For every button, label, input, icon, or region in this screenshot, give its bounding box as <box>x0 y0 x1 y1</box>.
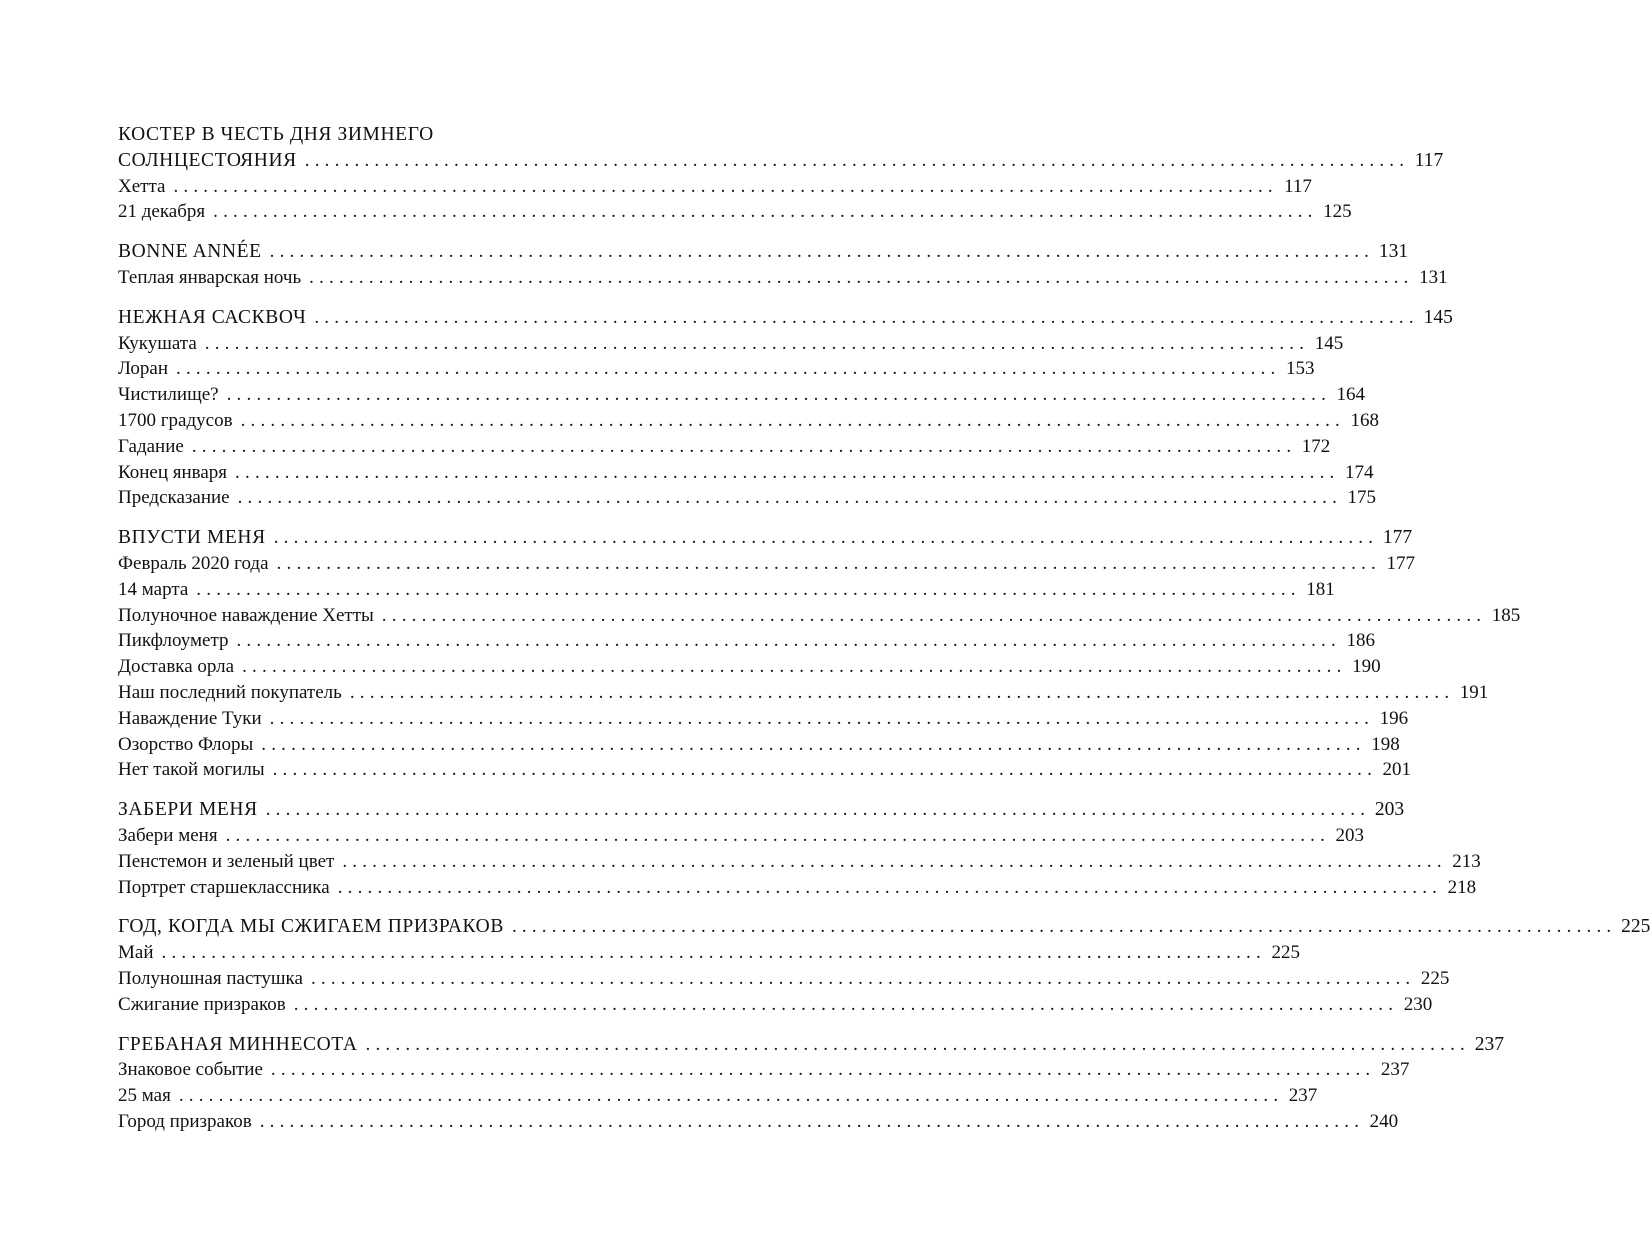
page-number: 186 <box>1346 630 1375 652</box>
page-number: 164 <box>1336 384 1366 406</box>
dot-leader: ............................................................................................................... <box>226 384 1332 406</box>
entry-title: Лоран <box>118 358 169 380</box>
section-heading[interactable] <box>118 305 1453 331</box>
page-number: 237 <box>1380 1059 1410 1081</box>
page-number: 177 <box>1386 552 1415 574</box>
entry-title: Предсказание <box>118 487 230 509</box>
entry-title: Озорство Флоры <box>118 733 254 755</box>
dot-leader: ............................................................................................................... <box>337 876 1443 898</box>
toc-entry[interactable] <box>118 823 1365 849</box>
section-heading[interactable] <box>118 148 1444 174</box>
entry-title: Наваждение Туки <box>118 707 262 729</box>
dot-leader: ............................................................................................................... <box>225 824 1331 846</box>
toc-entry[interactable] <box>118 577 1335 603</box>
toc-entry[interactable] <box>118 265 1448 291</box>
entry-title: Город призраков <box>118 1110 252 1132</box>
section-heading[interactable] <box>118 914 1650 940</box>
dot-leader: ............................................................................................................... <box>237 487 1343 509</box>
entry-title: Февраль 2020 года <box>118 552 269 574</box>
toc-section <box>118 239 1448 291</box>
dot-leader: ............................................................................................................... <box>161 942 1266 964</box>
page-number: 198 <box>1371 733 1400 755</box>
section-heading-title: НЕЖНАЯ САСКВОЧ <box>118 306 307 328</box>
section-heading-title: ЗАБЕРИ МЕНЯ <box>118 799 258 821</box>
toc-entry[interactable] <box>118 706 1409 732</box>
toc-section <box>118 305 1453 511</box>
page-number: 117 <box>1414 149 1444 171</box>
page-number: 117 <box>1284 175 1312 197</box>
dot-leader: ............................................................................................................... <box>269 241 1375 263</box>
page-number: 218 <box>1447 876 1477 898</box>
section-heading-title: СОЛНЦЕСТОЯНИЯ <box>118 149 297 171</box>
toc-entry[interactable] <box>118 757 1412 783</box>
entry-title: Гадание <box>118 435 184 457</box>
entry-title: Кукушата <box>118 332 197 354</box>
page-number: 145 <box>1423 306 1453 328</box>
page-number: 191 <box>1459 681 1489 703</box>
dot-leader: ............................................................................................................... <box>196 578 1301 600</box>
table-of-contents <box>118 122 1650 1149</box>
toc-entry[interactable] <box>118 654 1381 680</box>
section-heading[interactable] <box>118 525 1413 551</box>
page-number: 181 <box>1306 578 1335 600</box>
section-heading-title: ГРЕБАНАЯ МИННЕСОТА <box>118 1033 358 1055</box>
entry-title: Наш последний покупатель <box>118 681 342 703</box>
section-heading-title: BONNE ANNÉE <box>118 241 262 263</box>
page-number: 168 <box>1350 409 1380 431</box>
toc-entry[interactable] <box>118 408 1380 434</box>
dot-leader: ............................................................................................................... <box>213 201 1318 223</box>
toc-entry[interactable] <box>118 460 1374 486</box>
dot-leader: ............................................................................................................... <box>176 358 1281 380</box>
entry-title: Полуношная пастушка <box>118 967 303 989</box>
dot-leader: ............................................................................................................... <box>191 435 1297 457</box>
section-heading[interactable] <box>118 1032 1504 1058</box>
page-number: 125 <box>1323 201 1352 223</box>
section-heading[interactable] <box>118 239 1409 265</box>
dot-leader: ............................................................................................................... <box>342 850 1447 872</box>
dot-leader: ............................................................................................................... <box>276 552 1381 574</box>
entry-title: Май <box>118 942 154 964</box>
page-number: 230 <box>1403 993 1433 1015</box>
section-heading-title: ВПУСТИ МЕНЯ <box>118 527 266 549</box>
dot-leader: ............................................................................................................... <box>269 707 1375 729</box>
toc-entry[interactable] <box>118 382 1366 408</box>
page-number: 225 <box>1271 942 1300 964</box>
entry-title: Хетта <box>118 175 166 197</box>
toc-section <box>118 122 1444 225</box>
toc-entry[interactable] <box>118 1057 1410 1083</box>
dot-leader: ............................................................................................................... <box>173 175 1278 197</box>
page-number: 201 <box>1382 759 1412 781</box>
page-number: 131 <box>1419 266 1448 288</box>
toc-entry[interactable] <box>118 174 1312 200</box>
page-number: 225 <box>1420 967 1450 989</box>
page-number: 175 <box>1347 487 1377 509</box>
dot-leader: ............................................................................................................... <box>381 604 1487 626</box>
page-number: 237 <box>1474 1033 1504 1055</box>
dot-leader: ............................................................................................................... <box>270 1059 1376 1081</box>
toc-entry[interactable] <box>118 485 1377 511</box>
page-number: 190 <box>1352 656 1381 678</box>
toc-entry[interactable] <box>118 199 1352 225</box>
dot-leader: ............................................................................................................... <box>273 527 1379 549</box>
page-number: 225 <box>1621 916 1650 938</box>
toc-entry[interactable] <box>118 732 1400 758</box>
dot-leader: ............................................................................................................... <box>261 733 1366 755</box>
page-number: 131 <box>1378 241 1409 263</box>
page-number: 185 <box>1491 604 1521 626</box>
section-heading-title: ГОД, КОГДА МЫ СЖИГАЕМ ПРИЗРАКОВ <box>118 916 504 938</box>
toc-section <box>118 914 1650 1017</box>
entry-title: Чистилище? <box>118 384 219 406</box>
page-number: 174 <box>1345 461 1374 483</box>
entry-title: Сжигание призраков <box>118 993 286 1015</box>
entry-title: Знаковое событие <box>118 1059 263 1081</box>
toc-entry[interactable] <box>118 551 1415 577</box>
entry-title: Забери меня <box>118 824 218 846</box>
dot-leader: ............................................................................................................... <box>240 409 1346 431</box>
dot-leader: ............................................................................................................... <box>259 1110 1365 1132</box>
dot-leader: ............................................................................................................... <box>304 149 1410 171</box>
dot-leader: ............................................................................................................... <box>349 681 1455 703</box>
dot-leader: ............................................................................................................... <box>293 993 1399 1015</box>
dot-leader: ............................................................................................................... <box>310 967 1416 989</box>
entry-title: Конец января <box>118 461 228 483</box>
entry-title: Пенстемон и зеленый цвет <box>118 850 335 872</box>
dot-leader: ............................................................................................................... <box>242 656 1347 678</box>
dot-leader: ............................................................................................................... <box>272 759 1378 781</box>
toc-entry[interactable] <box>118 434 1331 460</box>
section-heading[interactable] <box>118 797 1405 823</box>
entry-title: Портрет старшеклассника <box>118 876 330 898</box>
toc-entry[interactable] <box>118 849 1481 875</box>
entry-title: Нет такой могилы <box>118 759 265 781</box>
dot-leader: ............................................................................................................... <box>178 1085 1284 1107</box>
page-number: 237 <box>1288 1085 1318 1107</box>
dot-leader: ............................................................................................................... <box>309 266 1414 288</box>
toc-entry[interactable] <box>118 356 1315 382</box>
toc-entry[interactable] <box>118 628 1375 654</box>
toc-entry[interactable] <box>118 1109 1399 1135</box>
entry-title: Доставка орла <box>118 656 235 678</box>
dot-leader: ............................................................................................................... <box>265 799 1371 821</box>
entry-title: 14 марта <box>118 578 189 600</box>
toc-entry[interactable] <box>118 331 1344 357</box>
page-number: 203 <box>1335 824 1365 846</box>
dot-leader: ............................................................................................................... <box>365 1033 1470 1055</box>
toc-entry[interactable] <box>118 940 1300 966</box>
page-number: 196 <box>1379 707 1409 729</box>
page-number: 172 <box>1301 435 1331 457</box>
entry-title: Теплая январская ночь <box>118 266 302 288</box>
page-number: 213 <box>1452 850 1481 872</box>
entry-title: Полуночное наваждение Хетты <box>118 604 374 626</box>
toc-entry[interactable] <box>118 875 1477 901</box>
toc-section <box>118 525 1521 783</box>
dot-leader: ............................................................................................................... <box>314 306 1419 328</box>
entry-title: 21 декабря <box>118 201 206 223</box>
page-number: 203 <box>1374 799 1405 821</box>
toc-section <box>118 797 1481 900</box>
toc-section <box>118 1032 1504 1135</box>
toc-entry[interactable] <box>118 1083 1318 1109</box>
entry-title: 25 мая <box>118 1085 171 1107</box>
dot-leader: ............................................................................................................... <box>511 916 1617 938</box>
section-heading-line: КОСТЕР В ЧЕСТЬ ДНЯ ЗИМНЕГО <box>118 124 434 145</box>
page-number: 177 <box>1382 527 1413 549</box>
entry-title: 1700 градусов <box>118 409 233 431</box>
dot-leader: ............................................................................................................... <box>236 630 1341 652</box>
page-number: 153 <box>1285 358 1315 380</box>
toc-entry[interactable] <box>118 966 1450 992</box>
dot-leader: ............................................................................................................... <box>235 461 1340 483</box>
toc-entry[interactable] <box>118 992 1433 1018</box>
page-number: 240 <box>1369 1110 1399 1132</box>
toc-entry[interactable] <box>118 680 1489 706</box>
entry-title: Пикфлоуметр <box>118 630 229 652</box>
page-number: 145 <box>1314 332 1344 354</box>
toc-entry[interactable] <box>118 603 1521 629</box>
dot-leader: ............................................................................................................... <box>204 332 1310 354</box>
